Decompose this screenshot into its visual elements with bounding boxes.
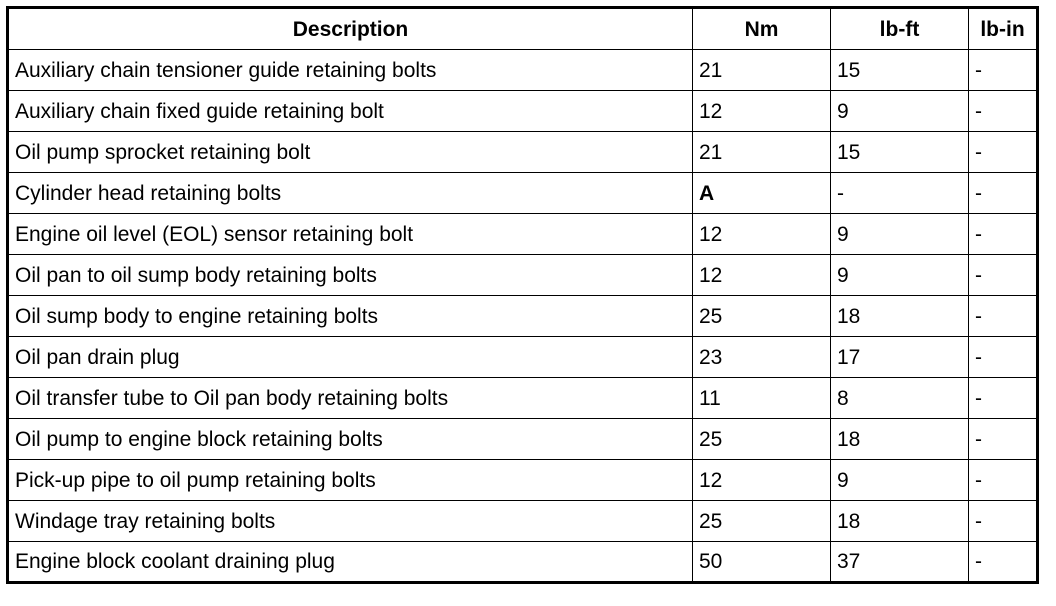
table-row <box>8 91 1038 132</box>
cell-nm: 25 <box>693 419 831 460</box>
cell-description: Oil pump to engine block retaining bolts <box>8 419 693 460</box>
cell-lb-in: - <box>969 91 1038 132</box>
cell-nm: 12 <box>693 214 831 255</box>
cell-lb-ft: 18 <box>831 419 969 460</box>
cell-nm: 11 <box>693 378 831 419</box>
cell-description: Oil pump sprocket retaining bolt <box>8 132 693 173</box>
cell-lb-in: - <box>969 50 1038 91</box>
cell-nm: 23 <box>693 337 831 378</box>
cell-nm: 12 <box>693 460 831 501</box>
cell-lb-in: - <box>969 460 1038 501</box>
cell-description: Oil pan to oil sump body retaining bolts <box>8 255 693 296</box>
cell-nm: 21 <box>693 50 831 91</box>
header-lb-in: lb-in <box>969 8 1038 50</box>
cell-lb-ft: - <box>831 173 969 214</box>
cell-lb-ft: 9 <box>831 91 969 132</box>
cell-description: Auxiliary chain tensioner guide retaining bolts <box>8 50 693 91</box>
cell-lb-ft: 37 <box>831 542 969 583</box>
cell-lb-in: - <box>969 337 1038 378</box>
cell-lb-ft: 15 <box>831 50 969 91</box>
torque-specification-table <box>6 6 1039 584</box>
cell-lb-in: - <box>969 132 1038 173</box>
table-row <box>8 173 1038 214</box>
table-row <box>8 132 1038 173</box>
cell-description: Pick-up pipe to oil pump retaining bolts <box>8 460 693 501</box>
cell-description: Oil sump body to engine retaining bolts <box>8 296 693 337</box>
table-row <box>8 460 1038 501</box>
cell-lb-in: - <box>969 255 1038 296</box>
cell-lb-ft: 9 <box>831 460 969 501</box>
cell-lb-in: - <box>969 501 1038 542</box>
cell-lb-ft: 15 <box>831 132 969 173</box>
cell-lb-ft: 18 <box>831 501 969 542</box>
cell-nm: 25 <box>693 296 831 337</box>
table-row <box>8 501 1038 542</box>
table-row <box>8 542 1038 583</box>
header-nm: Nm <box>693 8 831 50</box>
cell-description: Engine block coolant draining plug <box>8 542 693 583</box>
cell-lb-in: - <box>969 296 1038 337</box>
cell-nm: 50 <box>693 542 831 583</box>
cell-description: Oil transfer tube to Oil pan body retaining bolts <box>8 378 693 419</box>
table-row <box>8 50 1038 91</box>
cell-description: Oil pan drain plug <box>8 337 693 378</box>
cell-lb-in: - <box>969 378 1038 419</box>
cell-nm: 12 <box>693 255 831 296</box>
table-row <box>8 296 1038 337</box>
cell-lb-ft: 9 <box>831 214 969 255</box>
cell-nm: 25 <box>693 501 831 542</box>
table-row <box>8 337 1038 378</box>
cell-lb-in: - <box>969 419 1038 460</box>
cell-nm: 21 <box>693 132 831 173</box>
table-row <box>8 255 1038 296</box>
cell-nm: 12 <box>693 91 831 132</box>
cell-lb-ft: 18 <box>831 296 969 337</box>
cell-description: Auxiliary chain fixed guide retaining bolt <box>8 91 693 132</box>
cell-description: Windage tray retaining bolts <box>8 501 693 542</box>
table-row <box>8 419 1038 460</box>
cell-lb-in: - <box>969 173 1038 214</box>
cell-lb-ft: 8 <box>831 378 969 419</box>
header-description: Description <box>8 8 693 50</box>
table-header-row <box>8 8 1038 50</box>
cell-lb-in: - <box>969 542 1038 583</box>
cell-lb-ft: 9 <box>831 255 969 296</box>
cell-lb-ft: 17 <box>831 337 969 378</box>
cell-lb-in: - <box>969 214 1038 255</box>
header-lb-ft: lb-ft <box>831 8 969 50</box>
table-row <box>8 378 1038 419</box>
table-row <box>8 214 1038 255</box>
cell-description: Cylinder head retaining bolts <box>8 173 693 214</box>
cell-description: Engine oil level (EOL) sensor retaining bolt <box>8 214 693 255</box>
cell-nm-reference: A <box>693 173 831 214</box>
